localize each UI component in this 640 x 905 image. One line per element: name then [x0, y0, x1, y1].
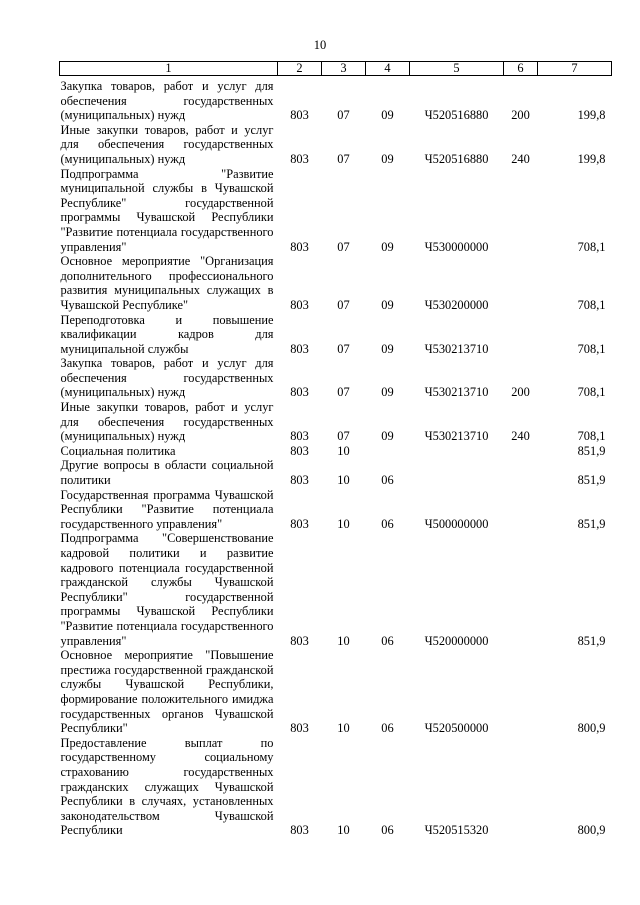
subsection-code: 06 [381, 721, 394, 736]
expense-type-code [504, 736, 538, 838]
amount: 708,1 [577, 239, 606, 254]
row-name: Основное мероприятие "Повышение престижа государственной гражданской службы Чувашской Республики, формирование положительного имиджа государственных органов Чувашской Республики" [60, 648, 274, 736]
ministry-code: 803 [290, 721, 309, 736]
target-article-code: Ч530200000 [424, 297, 489, 312]
amount: 708,1 [577, 341, 606, 356]
subsection-code: 06 [381, 633, 394, 648]
table-row [60, 648, 612, 736]
target-article-code: Ч520500000 [424, 721, 489, 736]
expense-type-code: 240 [511, 151, 530, 166]
ministry-code: 803 [290, 341, 309, 356]
table-row [60, 167, 612, 255]
row-name: Государственная программа Чувашской Республики "Развитие потенциала государственного управления" [60, 487, 274, 531]
section-code: 07 [337, 385, 350, 400]
amount: 800,9 [577, 721, 606, 736]
section-code: 10 [337, 823, 350, 838]
section-code: 10 [337, 721, 350, 736]
ministry-code: 803 [290, 633, 309, 648]
amount: 708,1 [577, 429, 606, 444]
section-code: 07 [337, 429, 350, 444]
subsection-code: 06 [381, 823, 394, 838]
column-header-6: 6 [504, 62, 538, 76]
ministry-code: 803 [290, 473, 309, 488]
target-article-code: Ч520515320 [424, 823, 489, 838]
expense-type-code: 200 [511, 385, 530, 400]
ministry-code: 803 [290, 108, 309, 123]
target-article-code [410, 458, 504, 487]
row-name: Переподготовка и повышение квалификации кадров для муниципальной службы [60, 312, 274, 356]
expense-type-code [504, 488, 538, 532]
section-code: 10 [337, 633, 350, 648]
row-name: Закупка товаров, работ и услуг для обеспечения государственных (муниципальных) нужд [60, 79, 274, 123]
target-article-code: Ч520516880 [424, 151, 489, 166]
page-number: 10 [313, 38, 327, 52]
ministry-code: 803 [290, 823, 309, 838]
table-row [60, 356, 612, 400]
subsection-code: 09 [381, 385, 394, 400]
section-code: 10 [337, 443, 350, 458]
row-name: Иные закупки товаров, работ и услуг для обеспечения государственных (муниципальных) нужд [60, 122, 274, 166]
expense-type-code: 200 [511, 108, 530, 123]
subsection-code: 09 [381, 429, 394, 444]
ministry-code: 803 [290, 385, 309, 400]
ministry-code: 803 [290, 443, 309, 458]
section-code: 07 [337, 151, 350, 166]
section-code: 10 [337, 473, 350, 488]
expense-type-code [504, 531, 538, 648]
amount: 851,9 [577, 443, 606, 458]
amount: 199,8 [577, 151, 606, 166]
ministry-code: 803 [290, 151, 309, 166]
target-article-code: Ч520516880 [424, 108, 489, 123]
section-code: 07 [337, 239, 350, 254]
table-row [60, 458, 612, 487]
row-name: Подпрограмма "Совершенствование кадровой политики и развитие кадрового потенциала государственной гражданской службы Чувашской Республики" государственной программы Чувашской Республики "Развитие потенциала государственного управления" [60, 531, 274, 648]
amount: 851,9 [577, 633, 606, 648]
subsection-code: 09 [381, 297, 394, 312]
section-code: 07 [337, 297, 350, 312]
subsection-code: 06 [381, 473, 394, 488]
column-header-4: 4 [366, 62, 410, 76]
column-header-3: 3 [322, 62, 366, 76]
amount: 199,8 [577, 108, 606, 123]
ministry-code: 803 [290, 239, 309, 254]
target-article-code: Ч500000000 [424, 516, 489, 531]
budget-table [59, 61, 612, 838]
ministry-code: 803 [290, 429, 309, 444]
ministry-code: 803 [290, 516, 309, 531]
table-row [60, 531, 612, 648]
ministry-code: 803 [290, 297, 309, 312]
target-article-code: Ч530213710 [424, 341, 489, 356]
column-header-2: 2 [278, 62, 322, 76]
amount: 851,9 [577, 516, 606, 531]
table-row [60, 444, 612, 459]
amount: 800,9 [577, 823, 606, 838]
row-name: Основное мероприятие "Организация дополнительного профессионального развития муниципальных служащих в Чувашской Республике" [60, 254, 274, 312]
subsection-code: 09 [381, 341, 394, 356]
target-article-code: Ч530213710 [424, 385, 489, 400]
expense-type-code: 240 [511, 429, 530, 444]
table-row [60, 76, 612, 123]
column-header-5: 5 [410, 62, 504, 76]
amount: 708,1 [577, 297, 606, 312]
table-row [60, 254, 612, 312]
expense-type-code [504, 167, 538, 255]
target-article-code: Ч530000000 [424, 239, 489, 254]
row-name: Иные закупки товаров, работ и услуг для обеспечения государственных (муниципальных) нужд [60, 400, 274, 444]
expense-type-code [504, 444, 538, 459]
subsection-code [366, 444, 410, 459]
table-header-row [60, 62, 612, 76]
row-name: Социальная политика [60, 443, 176, 458]
expense-type-code [504, 458, 538, 487]
table-row [60, 400, 612, 444]
row-name: Предоставление выплат по государственному социальному страхованию государственных гражданских служащих Чувашской Республики в случаях, установленных законодательством Чувашской Республики [60, 735, 274, 838]
subsection-code: 09 [381, 151, 394, 166]
expense-type-code [504, 254, 538, 312]
section-code: 07 [337, 108, 350, 123]
row-name: Подпрограмма "Развитие муниципальной службы в Чувашской Республике" государственной программы Чувашской Республики "Развитие потенциала государственного управления" [60, 166, 274, 254]
table-row [60, 736, 612, 838]
column-header-7: 7 [538, 62, 612, 76]
row-name: Другие вопросы в области социальной политики [60, 458, 274, 488]
amount: 708,1 [577, 385, 606, 400]
expense-type-code [504, 648, 538, 736]
table-row [60, 488, 612, 532]
subsection-code: 09 [381, 108, 394, 123]
target-article-code [410, 444, 504, 459]
section-code: 07 [337, 341, 350, 356]
target-article-code: Ч530213710 [424, 429, 489, 444]
table-row [60, 123, 612, 167]
table-row [60, 313, 612, 357]
section-code: 10 [337, 516, 350, 531]
row-name: Закупка товаров, работ и услуг для обеспечения государственных (муниципальных) нужд [60, 356, 274, 400]
subsection-code: 06 [381, 516, 394, 531]
column-header-1: 1 [60, 62, 278, 76]
subsection-code: 09 [381, 239, 394, 254]
amount: 851,9 [577, 473, 606, 488]
expense-type-code [504, 313, 538, 357]
target-article-code: Ч520000000 [424, 633, 489, 648]
table-body [60, 76, 612, 838]
